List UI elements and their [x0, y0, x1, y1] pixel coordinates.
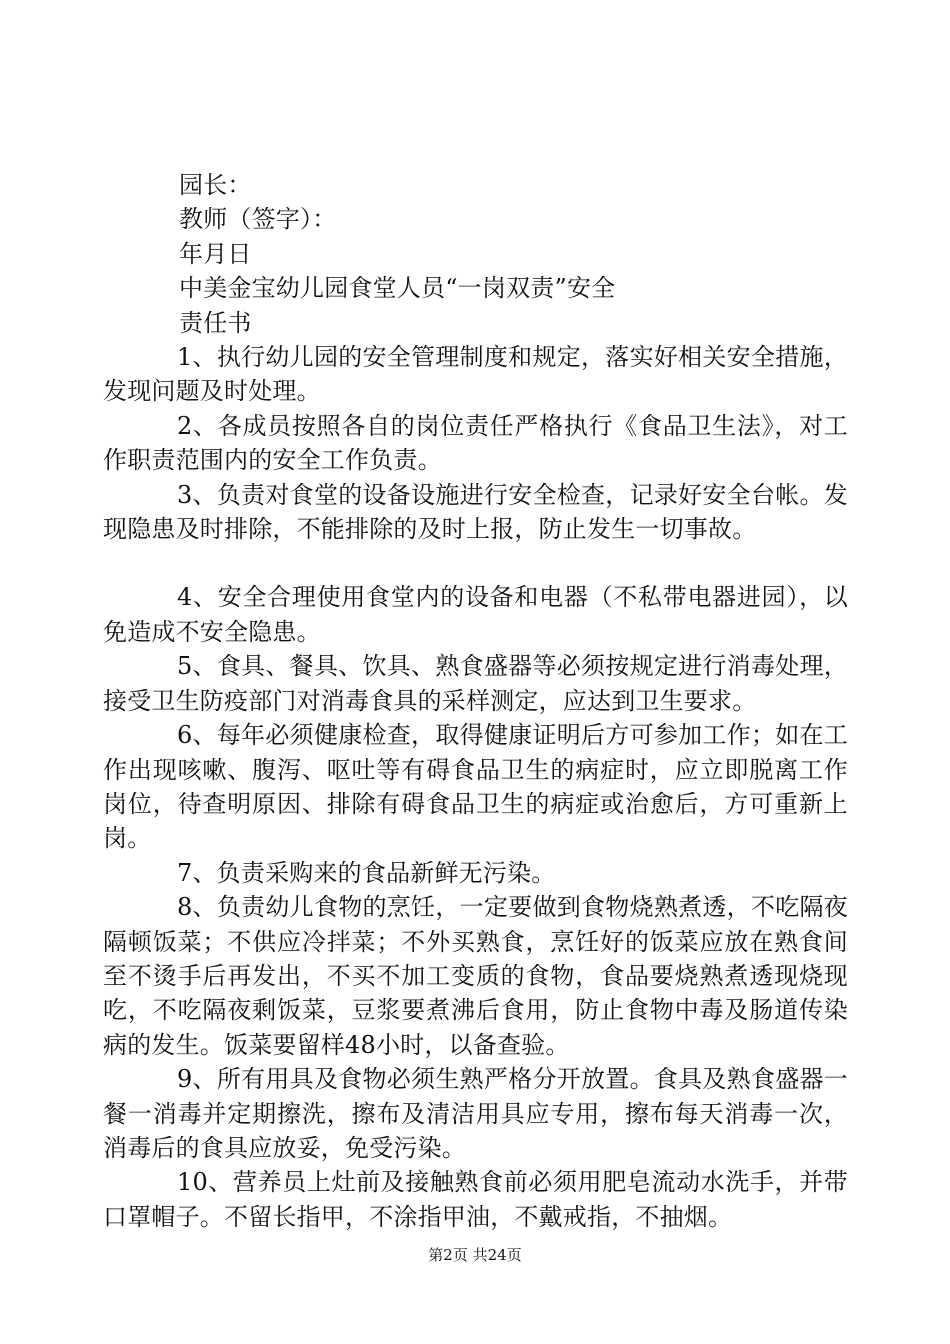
page-footer: 第2页 共24页: [428, 1246, 522, 1264]
teacher-signature-line: 教师（签字）：: [179, 205, 337, 234]
paragraph-2: 2、各成员按照各自的岗位责任严格执行《食品卫生法》，对工作职责范围内的安全工作负责。: [103, 411, 848, 475]
date-line: 年月日: [179, 239, 252, 268]
paragraph-spacer: [103, 546, 848, 580]
paragraph-6: 6、每年必须健康检查，取得健康证明后方可参加工作；如在工作出现咳嗽、腹泻、呕吐等有碍食品卫生的病症时，应立即脱离工作岗位，待查明原因、排除有碍食品卫生的病症或治愈后，方可重新上岗。: [103, 721, 848, 853]
document-title-line-2: 责任书: [179, 308, 252, 337]
paragraph-5: 5、食具、餐具、饮具、熟食盛器等必须按规定进行消毒处理，接受卫生防疫部门对消毒食具的采样测定，应达到卫生要求。: [103, 652, 848, 715]
principal-signature-line: 园长：: [179, 171, 252, 199]
paragraph-7: 7、负责采购来的食品新鲜无污染。: [177, 858, 556, 887]
paragraph-9: 9、所有用具及食物必须生熟严格分开放置。食具及熟食盛器一餐一消毒并定期擦洗，擦布及清洁用具应专用，擦布每天消毒一次，消毒后的食具应放妥，免受污染。: [103, 1065, 848, 1162]
paragraph-3: 3、负责对食堂的设备设施进行安全检查，记录好安全台帐。发现隐患及时排除，不能排除的及时上报，防止发生一切事故。: [103, 480, 848, 544]
paragraph-8: 8、负责幼儿食物的烹饪，一定要做到食物烧熟煮透，不吃隔夜隔顿饭菜；不供应冷拌菜；不外买熟食，烹饪好的饭菜应放在熟食间至不烫手后再发出，不买不加工变质的食物，食品要烧熟煮透现烧现吃，不吃隔夜剩饭菜，豆浆要煮沸后食用，防止食物中毒及肠道传染病的发生。饭菜要留样48小时，以备查验。: [103, 893, 848, 1059]
document-body: [103, 168, 848, 1234]
paragraph-1: 1、执行幼儿园的安全管理制度和规定，落实好相关安全措施，发现问题及时处理。: [103, 343, 848, 406]
document-title-line-1: 中美金宝幼儿园食堂人员“一岗双责”安全: [179, 274, 616, 303]
paragraph-4: 4、安全合理使用食堂内的设备和电器（不私带电器进园），以免造成不安全隐患。: [103, 583, 848, 646]
paragraph-10: 10、营养员上灶前及接触熟食前必须用肥皂流动水洗手，并带口罩帽子。不留长指甲，不涂指甲油，不戴戒指，不抽烟。: [103, 1168, 848, 1231]
